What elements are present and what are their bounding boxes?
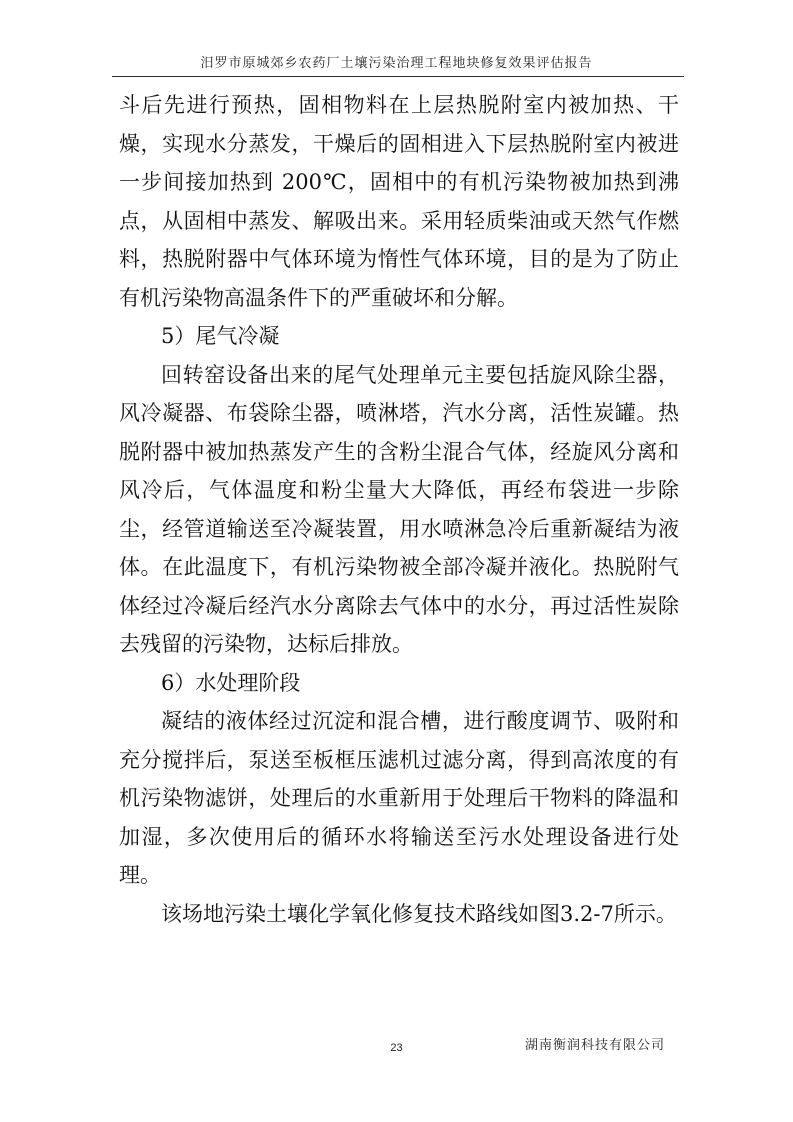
paragraph-exhaust-treatment: 回转窑设备出来的尾气处理单元主要包括旋风除尘器，风冷凝器、布袋除尘器，喷淋塔，汽水分离，活性炭罐。热脱附器中被加热蒸发产生的含粉尘混合气体，经旋风分离和风冷后，气体温度和粉尘量大大降低，再经布袋进一步除尘，经管道输送至冷凝装置，用水喷淋急冷后重新凝结为液体。在此温度下，有机污染物被全部冷凝并液化。热脱附气体经过冷凝后经汽水分离除去气体中的水分，再过活性炭除去残留的污染物，达标后排放。: [119, 362, 679, 656]
page-header: [118, 52, 675, 71]
paragraph-preheat: 斗后先进行预热，固相物料在上层热脱附室内被加热、干燥，实现水分蒸发，干燥后的固相进入下层热脱附室内被进一步间接加热到 200℃，固相中的有机污染物被加热到沸点，从固相中蒸发、解吸出来。采用轻质柴油或天然气作燃料，热脱附器中气体环境为惰性气体环境，目的是为了防止有机污染物高温条件下的严重破坏和分解。: [119, 93, 679, 310]
header-title: 汨罗市原城郊乡农药厂土壤污染治理工程地块修复效果评估报告: [200, 56, 593, 71]
paragraph-water-treatment: 凝结的液体经过沉淀和混合槽，进行酸度调节、吸附和充分搅拌后，泵送至板框压滤机过滤分离，得到高浓度的有机污染物滤饼，处理后的水重新用于处理后干物料的降温和加湿，多次使用后的循环水将输送至污水处理设备进行处理。: [119, 709, 679, 887]
paragraph-figure-reference: 该场地污染土壤化学氧化修复技术路线如图3.2-7所示。: [161, 901, 677, 926]
page-number: 23: [390, 1042, 403, 1054]
section-heading-water-treatment: 6）水处理阶段: [161, 670, 301, 695]
header-divider: [112, 76, 684, 77]
footer-company: 湖南衡润科技有限公司: [524, 1038, 665, 1053]
document-body: [119, 86, 679, 933]
section-heading-exhaust-condensation: 5）尾气冷凝: [161, 324, 280, 348]
